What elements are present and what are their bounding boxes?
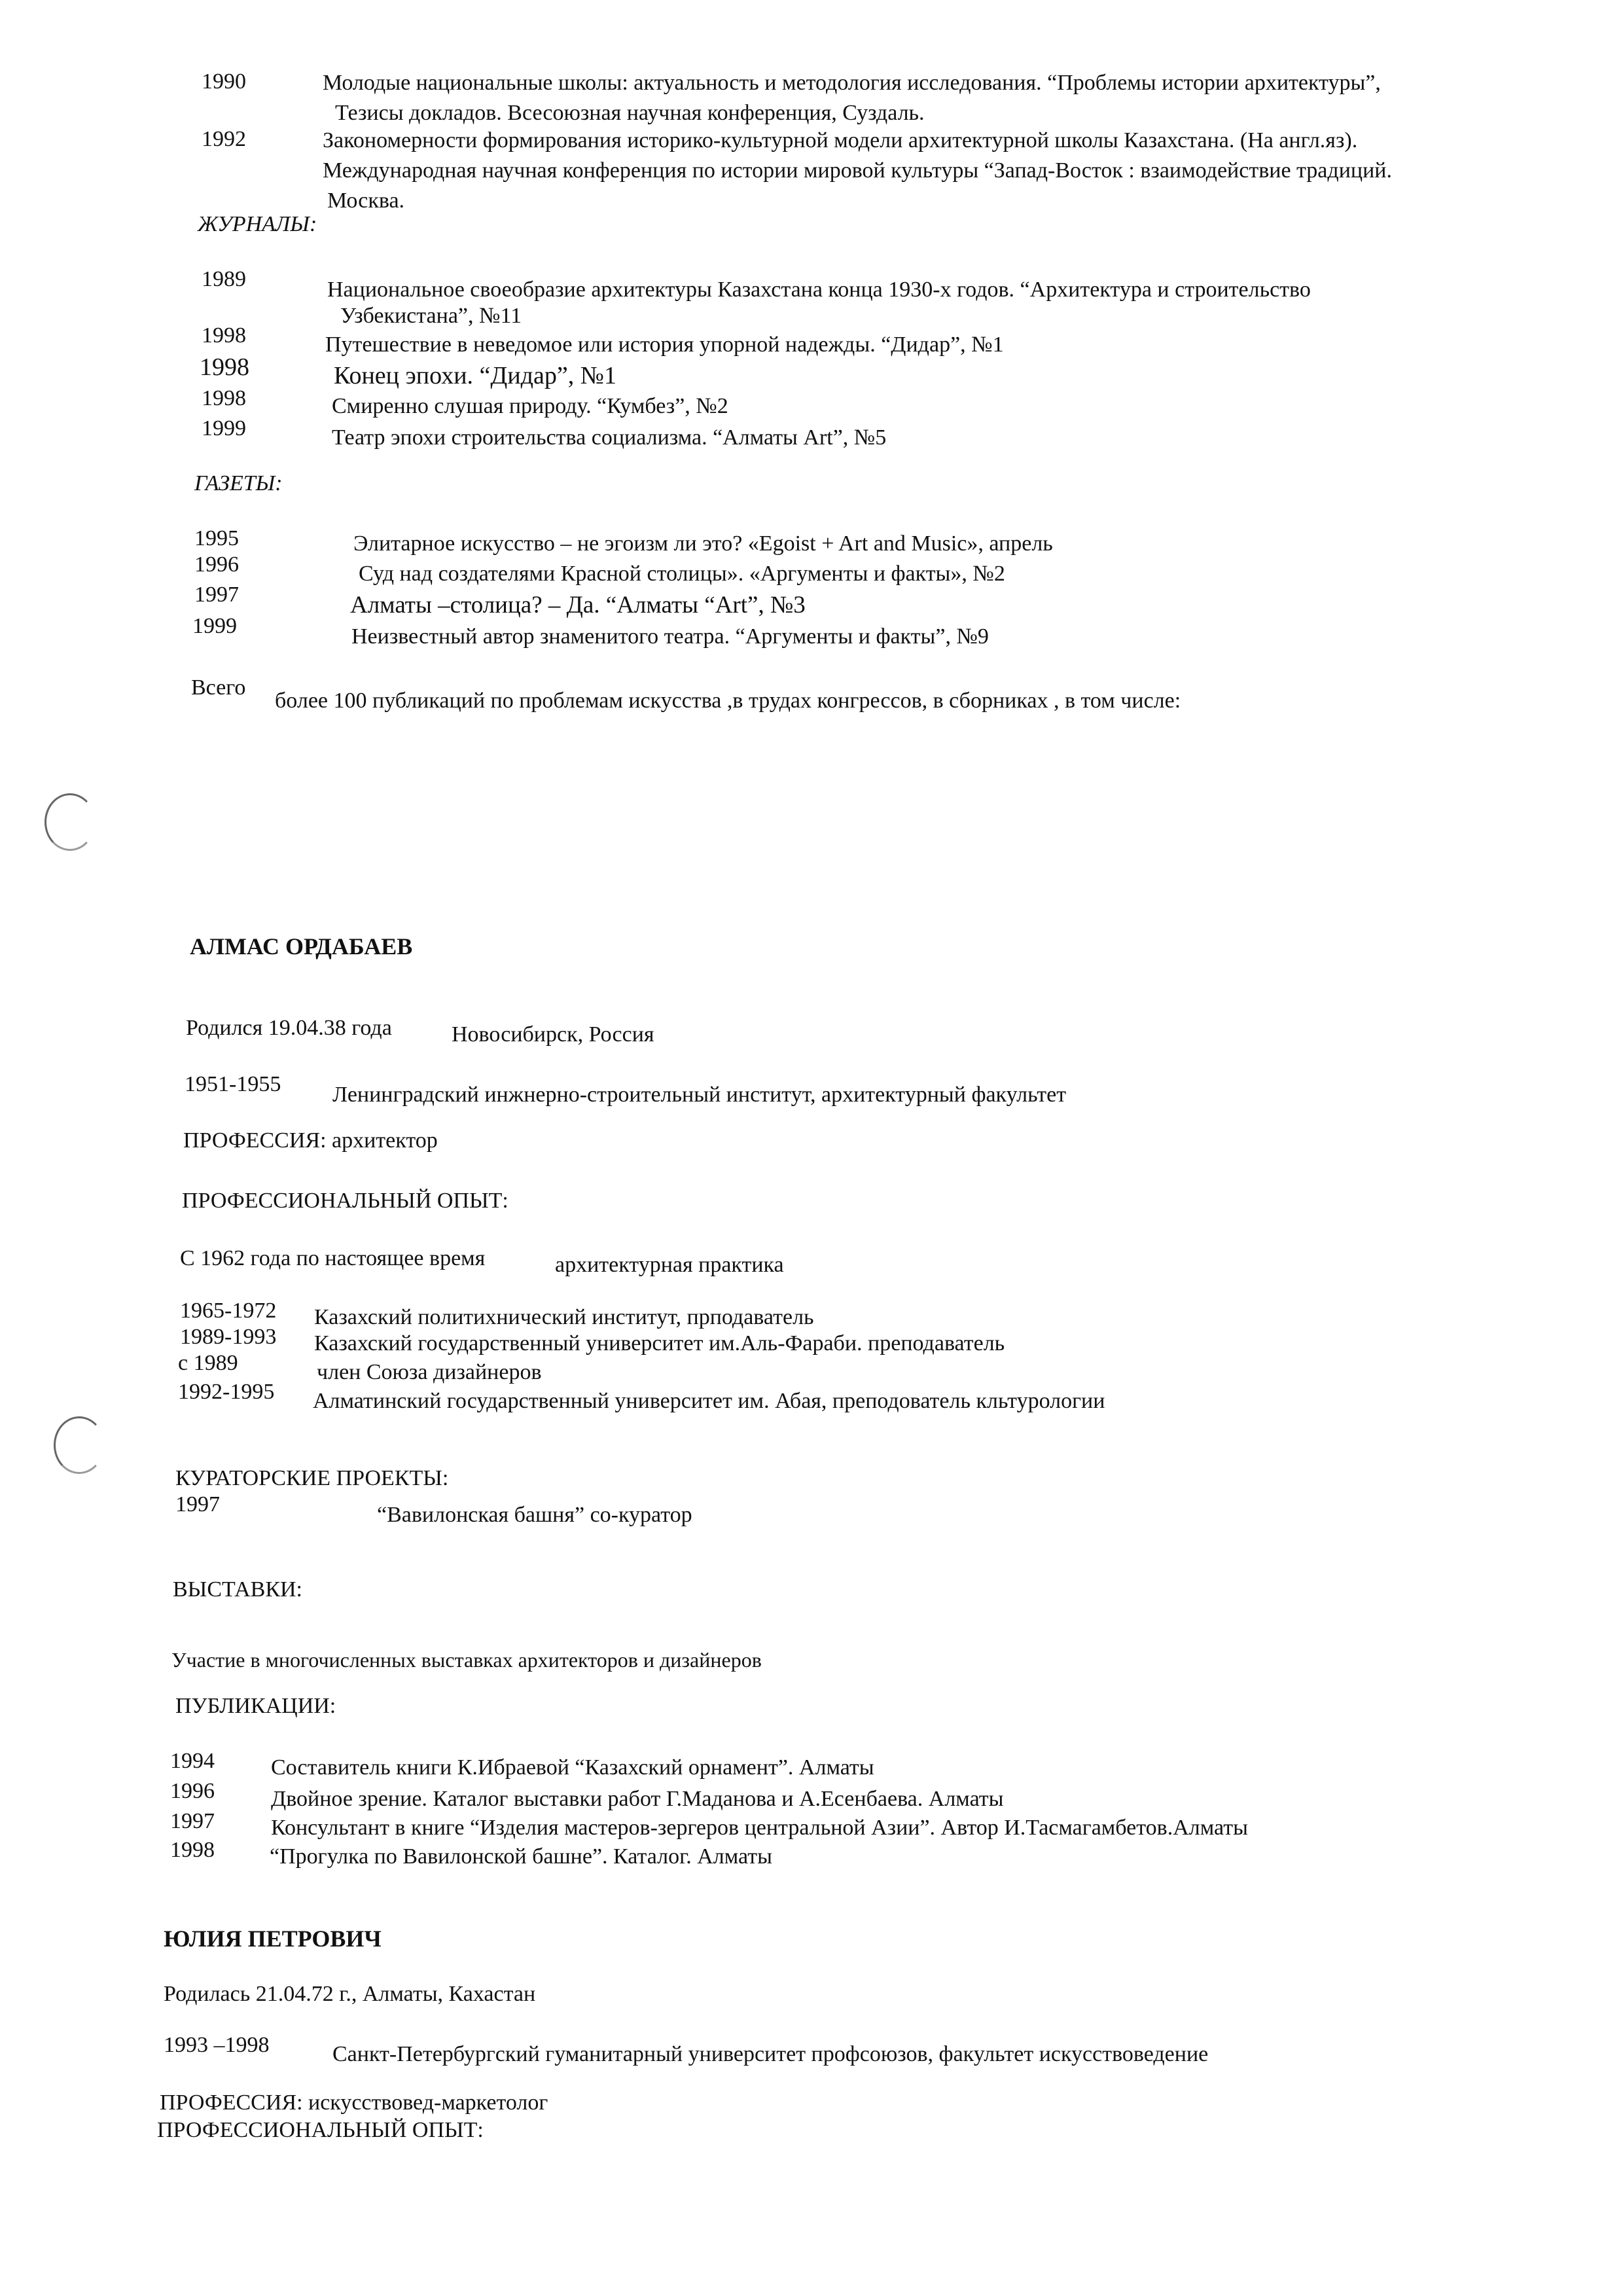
exhibitions-heading: ВЫСТАВКИ:: [173, 1577, 302, 1602]
year: 1996: [194, 552, 239, 577]
entry-text: Элитарное искусство – не эгоизм ли это? «Egoist + Art and Music», апрель: [353, 531, 1053, 556]
year: 1999: [202, 416, 246, 440]
curatorial-heading: КУРАТОРСКИЕ ПРОЕКТЫ:: [175, 1466, 449, 1490]
year: 1992-1995: [178, 1380, 275, 1404]
newspapers-heading: ГАЗЕТЫ:: [194, 471, 283, 495]
entry-text: Казахский политихнический институт, прподаватель: [314, 1305, 814, 1329]
entry-text: Неизвестный автор знаменитого театра. “Аргументы и факты”, №9: [351, 624, 989, 649]
year: 1998: [202, 323, 246, 348]
year: 1998: [200, 353, 249, 381]
entry-line: Закономерности формирования историко-культурной модели архитектурной школы Казахстана. (На англ.яз).: [323, 128, 1358, 152]
experience-heading: ПРОФЕССИОНАЛЬНЫЙ ОПЫТ:: [157, 2118, 484, 2142]
entry-text: Алматинский государственный университет им. Абая, преподователь кльтурологии: [313, 1389, 1105, 1413]
entry-text: “Прогулка по Вавилонской башне”. Каталог. Алматы: [270, 1844, 772, 1869]
year: 1998: [170, 1838, 215, 1862]
entry-line: Молодые национальные школы: актуальность и методология исследования. “Проблемы истории архитектуры”,: [323, 71, 1381, 95]
punch-hole: [54, 1416, 105, 1474]
total-label: Всего: [191, 675, 246, 700]
punch-hole: [45, 793, 96, 851]
entry-text: Конец эпохи. “Дидар”, №1: [334, 362, 616, 389]
education: Санкт-Петербургский гуманитарный университет профсоюзов, факультет искусствоведение: [332, 2042, 1209, 2066]
born: Родилась 21.04.72 г., Алматы, Кахастан: [164, 1982, 536, 2006]
year: с 1989: [178, 1351, 238, 1375]
entry-text: Составитель книги К.Ибраевой “Казахский орнамент”. Алматы: [271, 1755, 874, 1780]
entry-text: Путешествие в неведомое или история упорной надежды. “Дидар”, №1: [325, 332, 1004, 357]
since-text: архитектурная практика: [555, 1253, 784, 1277]
year: 1989-1993: [180, 1325, 277, 1349]
experience-heading: ПРОФЕССИОНАЛЬНЫЙ ОПЫТ:: [182, 1189, 508, 1213]
year: 1995: [194, 526, 239, 550]
curatorial-text: “Вавилонская башня” со-куратор: [377, 1503, 692, 1527]
entry-line: Тезисы докладов. Всесоюзная научная конференция, Суздаль.: [335, 101, 925, 125]
person-name: АЛМАС ОРДАБАЕВ: [190, 933, 413, 960]
since-label: С 1962 года по настоящее время: [180, 1246, 486, 1270]
entry-text: Алматы –столица? – Да. “Алматы “Art”, №3: [350, 592, 806, 619]
profession: ПРОФЕССИЯ: искусствовед-маркетолог: [160, 2090, 548, 2115]
entry-text: Консультант в книге “Изделия мастеров-зергеров центральной Азии”. Автор И.Тасмагамбетов.Алматы: [271, 1816, 1248, 1840]
entry-line: Национальное своеобразие архитектуры Казахстана конца 1930-х годов. “Архитектура и строительство: [327, 278, 1311, 302]
entry-line: Москва.: [327, 188, 405, 213]
entry-text: Двойное зрение. Каталог выставки работ Г.Маданова и А.Есенбаева. Алматы: [271, 1787, 1004, 1811]
entry-text: Смиренно слушая природу. “Кумбез”, №2: [332, 394, 728, 418]
year: 1951-1955: [185, 1072, 281, 1096]
year: 1998: [202, 386, 246, 410]
year: 1965-1972: [180, 1299, 277, 1323]
year: 1997: [175, 1492, 220, 1516]
year: 1990: [202, 69, 246, 94]
entry-text: Суд над создателями Красной столицы». «Аргументы и факты», №2: [359, 562, 1005, 586]
year: 1997: [194, 583, 239, 607]
exhibitions-text: Участие в многочисленных выставках архитекторов и дизайнеров: [171, 1648, 762, 1672]
year: 1997: [170, 1809, 215, 1833]
entry-line: Узбекистана”, №11: [340, 304, 522, 328]
entry-text: член Союза дизайнеров: [317, 1360, 542, 1384]
journals-heading: ЖУРНАЛЫ:: [198, 212, 317, 236]
year: 1994: [170, 1749, 215, 1773]
born-label: Родился 19.04.38 года: [186, 1016, 392, 1040]
year: 1999: [192, 614, 237, 638]
profession: ПРОФЕССИЯ: архитектор: [183, 1128, 438, 1153]
year: 1992: [202, 127, 246, 151]
entry-text: Казахский государственный университет им.Аль-Фараби. преподаватель: [314, 1331, 1005, 1355]
year: 1993 –1998: [164, 2033, 270, 2057]
publications-heading: ПУБЛИКАЦИИ:: [175, 1694, 336, 1718]
year: 1996: [170, 1779, 215, 1803]
person-name: ЮЛИЯ ПЕТРОВИЧ: [164, 1926, 382, 1952]
total-text: более 100 публикаций по проблемам искусства ,в трудах конгрессов, в сборниках , в том числе:: [275, 689, 1181, 713]
education: Ленинградский инжнерно-строительный институт, архитектурный факультет: [332, 1083, 1067, 1107]
year: 1989: [202, 267, 246, 291]
entry-text: Театр эпохи строительства социализма. “Алматы Art”, №5: [332, 425, 887, 450]
born-place: Новосибирск, Россия: [452, 1022, 654, 1047]
entry-line: Международная научная конференция по истории мировой культуры “Запад-Восток : взаимодействие традиций.: [323, 158, 1392, 183]
